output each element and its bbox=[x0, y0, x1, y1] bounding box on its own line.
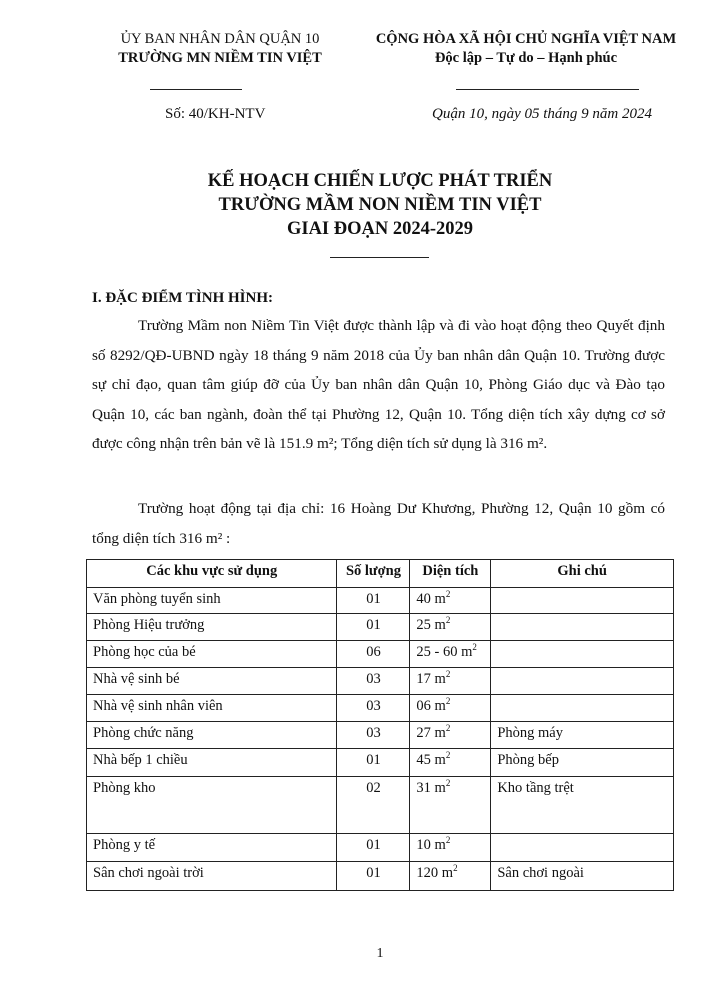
table-row bbox=[87, 614, 674, 641]
area-cell-text: Sân chơi ngoài trời bbox=[93, 865, 204, 881]
qty-cell bbox=[337, 695, 410, 722]
paragraph-1-text: Trường Mầm non Niềm Tin Việt được thành lập và đi vào hoạt động theo Quyết định số 8292/QĐ-UBND ngày 18 tháng 9 năm 2018 của Ủy ban nhân dân Quận 10. Trường được sự chỉ đạo, quan tâm giúp đỡ của Ủy ban nhân dân Quận 10, Phòng Giáo dục và Đào tạo Quận 10, các ban ngành, đoàn thể tại Phường 12, Quận 10. Tổng diện tích xây dựng cơ sở được công nhận trên bản vẽ là 151.9 m²; Tổng diện tích sử dụng là 316 m². bbox=[92, 317, 665, 452]
area-cell-text: Phòng y tế bbox=[93, 837, 156, 853]
area-cell bbox=[87, 641, 337, 668]
qty-cell bbox=[337, 777, 410, 834]
note-cell bbox=[491, 695, 674, 722]
area-table bbox=[86, 559, 674, 891]
qty-cell-text: 06 bbox=[366, 644, 381, 660]
table-row bbox=[87, 722, 674, 749]
area-cell bbox=[87, 614, 337, 641]
size-cell bbox=[410, 777, 491, 834]
qty-cell-text: 02 bbox=[366, 780, 381, 796]
qty-cell bbox=[337, 588, 410, 614]
col-header-note: Ghi chú bbox=[491, 560, 674, 588]
area-cell-text: Phòng học của bé bbox=[93, 644, 196, 660]
area-cell bbox=[87, 722, 337, 749]
note-cell bbox=[491, 614, 674, 641]
unit-exponent: 2 bbox=[445, 696, 451, 707]
area-cell bbox=[87, 668, 337, 695]
size-cell bbox=[410, 722, 491, 749]
note-cell-text: Sân chơi ngoài bbox=[497, 865, 584, 881]
qty-cell-text: 03 bbox=[366, 671, 381, 687]
size-cell-text: 10 m bbox=[416, 837, 446, 853]
section-heading: I. ĐẶC ĐIỂM TÌNH HÌNH: bbox=[92, 290, 273, 306]
qty-cell bbox=[337, 722, 410, 749]
size-cell-text: 27 m bbox=[416, 725, 446, 741]
motto: Độc lập – Tự do – Hạnh phúc bbox=[434, 50, 618, 66]
note-cell bbox=[491, 668, 674, 695]
note-cell-text: Phòng máy bbox=[497, 725, 563, 741]
table-row bbox=[87, 862, 674, 891]
size-cell bbox=[410, 749, 491, 777]
col-header-qty: Số lượng bbox=[337, 560, 410, 588]
note-cell bbox=[491, 588, 674, 614]
area-cell bbox=[87, 862, 337, 891]
area-cell-text: Phòng chức năng bbox=[93, 725, 194, 741]
area-cell bbox=[87, 834, 337, 862]
size-cell-text: 120 m bbox=[416, 865, 454, 881]
unit-exponent: 2 bbox=[445, 778, 451, 789]
area-cell bbox=[87, 749, 337, 777]
size-cell-text: 25 m bbox=[416, 617, 446, 633]
header-right-rule bbox=[456, 89, 639, 90]
title-line-2: TRƯỜNG MẦM NON NIỀM TIN VIỆT bbox=[218, 195, 542, 215]
issuing-authority bbox=[80, 30, 360, 68]
national-motto bbox=[348, 30, 704, 68]
paragraph-2 bbox=[92, 494, 665, 553]
area-cell-text: Nhà vệ sinh nhân viên bbox=[93, 698, 223, 714]
note-cell bbox=[491, 641, 674, 668]
table-row bbox=[87, 641, 674, 668]
country-name: CỘNG HÒA XÃ HỘI CHỦ NGHĨA VIỆT NAM bbox=[375, 31, 677, 47]
size-cell bbox=[410, 695, 491, 722]
unit-exponent: 2 bbox=[453, 863, 458, 874]
size-cell-text: 25 - 60 m bbox=[416, 644, 473, 660]
note-cell bbox=[491, 749, 674, 777]
qty-cell-text: 03 bbox=[366, 698, 381, 714]
title-rule bbox=[330, 257, 429, 258]
size-cell bbox=[410, 862, 491, 891]
note-cell bbox=[491, 834, 674, 862]
qty-cell-text: 01 bbox=[366, 752, 381, 768]
school-name: TRƯỜNG MN NIỀM TIN VIỆT bbox=[118, 50, 322, 66]
size-cell bbox=[410, 614, 491, 641]
table-row bbox=[87, 668, 674, 695]
header-left-rule bbox=[150, 89, 242, 90]
authority-name: ỦY BAN NHÂN DÂN QUẬN 10 bbox=[120, 31, 320, 47]
unit-exponent: 2 bbox=[472, 642, 477, 653]
note-cell bbox=[491, 862, 674, 891]
table-row bbox=[87, 695, 674, 722]
qty-cell-text: 01 bbox=[366, 591, 381, 607]
title-line-3: GIAI ĐOẠN 2024-2029 bbox=[286, 219, 474, 239]
note-cell-text: Phòng bếp bbox=[497, 752, 559, 768]
unit-exponent: 2 bbox=[445, 723, 451, 734]
table-row bbox=[87, 777, 674, 834]
qty-cell-text: 01 bbox=[366, 837, 381, 853]
qty-cell bbox=[337, 834, 410, 862]
qty-cell bbox=[337, 749, 410, 777]
qty-cell-text: 03 bbox=[366, 725, 381, 741]
unit-exponent: 2 bbox=[445, 669, 451, 680]
qty-cell bbox=[337, 614, 410, 641]
size-cell bbox=[410, 668, 491, 695]
size-cell-text: 06 m bbox=[416, 698, 446, 714]
document-title bbox=[0, 169, 724, 241]
document-number: Số: 40/KH-NTV bbox=[165, 106, 266, 122]
size-cell bbox=[410, 834, 491, 862]
note-cell bbox=[491, 777, 674, 834]
area-cell bbox=[87, 695, 337, 722]
qty-cell bbox=[337, 641, 410, 668]
paragraph-1 bbox=[92, 311, 665, 459]
size-cell-text: 17 m bbox=[416, 671, 446, 687]
area-cell bbox=[87, 777, 337, 834]
place-date: Quận 10, ngày 05 tháng 9 năm 2024 bbox=[432, 106, 652, 122]
size-cell-text: 40 m bbox=[416, 591, 446, 607]
size-cell-text: 45 m bbox=[416, 752, 446, 768]
table-row bbox=[87, 834, 674, 862]
unit-exponent: 2 bbox=[445, 589, 451, 600]
unit-exponent: 2 bbox=[445, 750, 451, 761]
area-cell-text: Nhà bếp 1 chiều bbox=[93, 752, 188, 768]
unit-exponent: 2 bbox=[445, 615, 451, 626]
area-cell-text: Văn phòng tuyển sinh bbox=[93, 591, 221, 607]
area-cell-text: Nhà vệ sinh bé bbox=[93, 671, 180, 687]
table-row bbox=[87, 749, 674, 777]
note-cell-text: Kho tầng trệt bbox=[497, 780, 574, 796]
col-header-area: Các khu vực sử dụng bbox=[87, 560, 337, 588]
table-row bbox=[87, 588, 674, 614]
size-cell bbox=[410, 641, 491, 668]
paragraph-2-text: Trường hoạt động tại địa chỉ: 16 Hoàng Dư Khương, Phường 12, Quận 10 gồm có tổng diện tích 316 m² : bbox=[92, 500, 665, 547]
area-cell bbox=[87, 588, 337, 614]
qty-cell bbox=[337, 668, 410, 695]
area-cell-text: Phòng Hiệu trưởng bbox=[93, 617, 205, 633]
col-header-size: Diện tích bbox=[410, 560, 491, 588]
qty-cell bbox=[337, 862, 410, 891]
title-line-1: KẾ HOẠCH CHIẾN LƯỢC PHÁT TRIỂN bbox=[207, 171, 553, 191]
qty-cell-text: 01 bbox=[366, 617, 381, 633]
size-cell bbox=[410, 588, 491, 614]
table-header-row bbox=[87, 560, 674, 588]
page-number: 1 bbox=[376, 946, 384, 961]
note-cell bbox=[491, 722, 674, 749]
area-cell-text: Phòng kho bbox=[93, 780, 156, 796]
size-cell-text: 31 m bbox=[416, 780, 446, 796]
qty-cell-text: 01 bbox=[366, 865, 381, 881]
unit-exponent: 2 bbox=[445, 835, 451, 846]
